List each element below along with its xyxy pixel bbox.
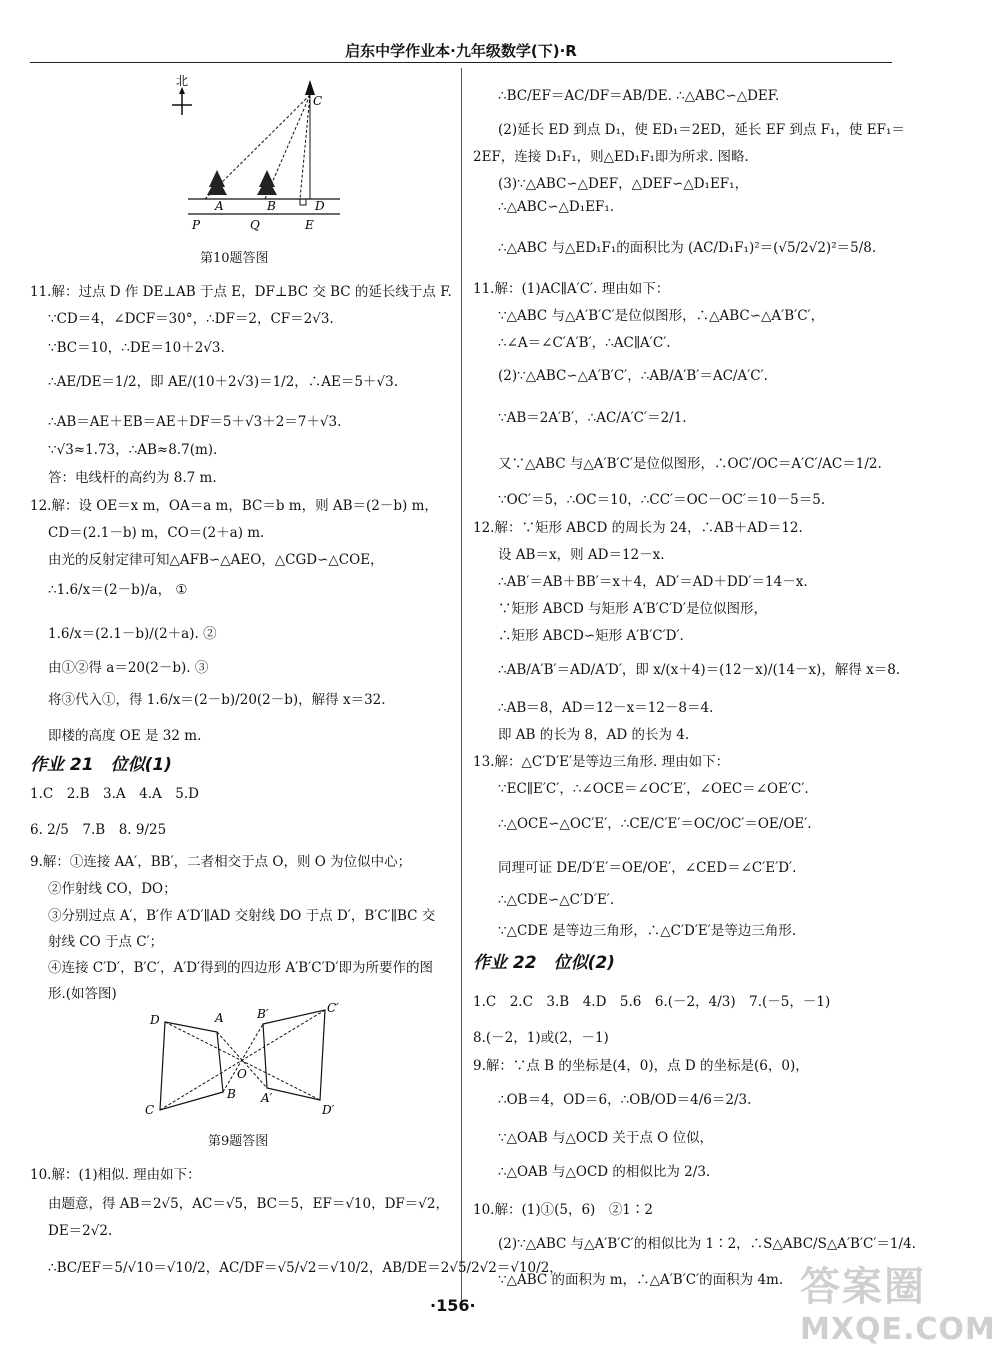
answer-line: 由题意，得 AB＝2√5，AC＝√5，BC＝5，EF＝√10，DF＝√2，	[48, 1196, 449, 1212]
left-line: 将③代入①，得 1.6/x＝(2－b)/20(2－b)，解得 x＝32.	[48, 692, 386, 708]
answer-line: ③分别过点 A′，B′作 A′D′∥AD 交射线 DO 于点 D′，B′C′∥BC 交	[48, 908, 436, 924]
left-line: 由①②得 a＝20(2－b). ③	[48, 660, 209, 676]
left-line: 12.解：设 OE＝x m，OA＝a m，BC＝b m，则 AB＝(2－b) m，	[30, 498, 438, 514]
label-c-prime: C′	[327, 1001, 339, 1015]
right-line: 同理可证 DE/D′E′＝OE/OE′，∠CED＝∠C′E′D′.	[498, 860, 797, 876]
answer-line: 1.C 2.C 3.B 4.D 5.6 6.(－2，4/3) 7.(－5，－1)	[473, 994, 831, 1010]
watermark-top: 答案圈	[800, 1264, 926, 1310]
right-line: (2)延长 ED 到点 D₁，使 ED₁＝2ED，延长 EF 到点 F₁，使 EF₁＝	[498, 122, 905, 138]
figure-10	[170, 75, 360, 235]
answer-line: ∵△ABC 的面积为 m，∴△A′B′C′的面积为 4m.	[498, 1272, 784, 1288]
left-line: ∵BC＝10，∴DE＝10＋2√3.	[48, 340, 225, 356]
right-line: 设 AB＝x，则 AD＝12－x.	[498, 547, 665, 563]
label-q: Q	[250, 218, 260, 232]
right-line: 又∵△ABC 与△A′B′C′是位似图形，∴OC′/OC＝A′C′/AC＝1/2.	[498, 456, 882, 472]
header-rule	[30, 62, 892, 63]
figure-9-caption: 第9题答图	[208, 1134, 269, 1149]
section-heading-22: 作业 22 位似(2)	[473, 953, 615, 973]
answer-line: 10.解：(1)①(5，6) ②1∶2	[473, 1202, 653, 1218]
left-line: CD＝(2.1－b) m，CO＝(2＋a) m.	[48, 525, 265, 541]
answer-line: ②作射线 CO，DO；	[48, 881, 177, 897]
answer-line: ∴BC/EF＝5/√10＝√10/2，AC/DF＝√5/√2＝√10/2，AB/DE＝2√5/2√2＝√10/2，	[48, 1260, 563, 1276]
page-number: ·156·	[430, 1296, 476, 1315]
page-header: 启东中学作业本·九年级数学(下)·R	[345, 42, 577, 60]
answer-line: 9.解：∵点 B 的坐标是(4，0)，点 D 的坐标是(6，0)，	[473, 1058, 809, 1074]
right-line: 11.解：(1)AC∥A′C′. 理由如下：	[473, 281, 670, 297]
right-line: ∴△CDE∽△C′D′E′.	[498, 892, 615, 908]
label-b: B	[227, 1087, 236, 1101]
figure-10-caption: 第10题答图	[200, 251, 269, 266]
left-line: 答：电线杆的高约为 8.7 m.	[48, 470, 217, 486]
right-angle-mark	[300, 199, 306, 205]
answer-line: 6. 2/5 7.B 8. 9/25	[30, 822, 167, 838]
quad-a1b1c1d1	[263, 1010, 325, 1100]
left-line: ∴1.6/x＝(2－b)/a， ①	[48, 582, 188, 598]
label-e: E	[305, 218, 314, 232]
label-c: C	[313, 94, 323, 108]
watermark-bottom: MXQE.COM	[800, 1312, 996, 1347]
answer-line: ∵△OAB 与△OCD 关于点 O 位似，	[498, 1130, 714, 1146]
right-line: 13.解：△C′D′E′是等边三角形. 理由如下：	[473, 754, 730, 770]
answer-line: DE＝2√2.	[48, 1223, 113, 1239]
answer-line: 10.解：(1)相似. 理由如下：	[30, 1167, 201, 1183]
answer-line: (2)∵△ABC 与△A′B′C′的相似比为 1∶2，∴S△ABC/S△A′B′C′＝1/4.	[498, 1236, 916, 1252]
right-line: (2)∵△ABC∽△A′B′C′，∴AB/A′B′＝AC/A′C′.	[498, 368, 768, 384]
right-line: 即 AB 的长为 8，AD 的长为 4.	[498, 727, 690, 743]
label-p: P	[192, 218, 201, 232]
label-b-prime: B′	[257, 1007, 269, 1021]
column-divider	[461, 68, 462, 1308]
section-heading-21: 作业 21 位似(1)	[30, 755, 172, 775]
label-d-prime: D′	[322, 1103, 335, 1117]
ray-3	[300, 95, 310, 199]
right-line: ∴△ABC 与△ED₁F₁的面积比为 (AC/D₁F₁)²＝(√5/2√2)²＝5/8.	[498, 240, 877, 256]
left-line: 即楼的高度 OE 是 32 m.	[48, 728, 202, 744]
right-line: ∵OC′＝5，∴OC＝10，∴CC′＝OC－OC′＝10－5＝5.	[498, 492, 826, 508]
pole-top	[305, 80, 315, 95]
answer-line: 8.(－2，1)或(2，－1)	[473, 1030, 609, 1046]
right-line: ∵矩形 ABCD 与矩形 A′B′C′D′是位似图形，	[498, 601, 768, 617]
left-line: ∴AB＝AE＋EB＝AE＋DF＝5＋√3＋2＝7＋√3.	[48, 414, 342, 430]
label-a-prime: A′	[261, 1091, 273, 1105]
quad-abcd	[160, 1022, 223, 1110]
right-line: ∴△OCE∽△OC′E′，∴CE/C′E′＝OC/OC′＝OE/OE′.	[498, 816, 812, 832]
answer-line: 1.C 2.B 3.A 4.A 5.D	[30, 786, 199, 802]
left-line: 11.解：过点 D 作 DE⊥AB 于点 E，DF⊥BC 交 BC 的延长线于点 F.	[30, 284, 452, 300]
left-line: ∵CD＝4，∠DCF＝30°，∴DF＝2，CF＝2√3.	[48, 311, 334, 327]
label-d: D	[150, 1013, 160, 1027]
right-line: ∴矩形 ABCD∽矩形 A′B′C′D′.	[498, 628, 684, 644]
left-line: 1.6/x＝(2.1－b)/(2＋a). ②	[48, 626, 217, 642]
label-o: O	[237, 1067, 247, 1081]
answer-line: ∴OB＝4，OD＝6，∴OB/OD＝4/6＝2/3.	[498, 1092, 752, 1108]
right-line: ∴AB＝8，AD＝12－x＝12－8＝4.	[498, 700, 714, 716]
right-line: ∴△ABC∽△D₁EF₁.	[498, 199, 615, 215]
watermark	[800, 1255, 996, 1350]
left-line: ∴AE/DE＝1/2，即 AE/(10＋2√3)＝1/2，∴AE＝5＋√3.	[48, 374, 398, 390]
right-line: ∴AB′＝AB＋BB′＝x＋4，AD′＝AD＋DD′＝14－x.	[498, 574, 808, 590]
left-line: ∵√3≈1.73，∴AB≈8.7(m).	[48, 442, 218, 458]
right-line: ∵△CDE 是等边三角形，∴△C′D′E′是等边三角形.	[498, 923, 797, 939]
right-line: ∴AB/A′B′＝AD/A′D′，即 x/(x＋4)＝(12－x)/(14－x)，解得 x＝8.	[498, 662, 901, 678]
label-a: A	[215, 1011, 224, 1025]
right-line: 2EF，连接 D₁F₁，则△ED₁F₁即为所求. 图略.	[473, 149, 749, 165]
label-d: D	[315, 199, 325, 213]
answer-line: 9.解：①连接 AA′，BB′，二者相交于点 O，则 O 为位似中心；	[30, 854, 412, 870]
answer-line: ∴△OAB 与△OCD 的相似比为 2/3.	[498, 1164, 711, 1180]
answer-line: 形.(如答图)	[48, 986, 117, 1002]
right-line: ∴BC/EF＝AC/DF＝AB/DE. ∴△ABC∽△DEF.	[498, 88, 780, 104]
right-line: ∵△ABC 与△A′B′C′是位似图形，∴△ABC∽△A′B′C′，	[498, 308, 825, 324]
dash-dd1	[165, 1022, 320, 1100]
right-line: 12.解：∵矩形 ABCD 的周长为 24，∴AB＋AD＝12.	[473, 520, 803, 536]
label-c: C	[145, 1103, 155, 1117]
left-line: 由光的反射定律可知△AFB∽△AEO，△CGD∽△COE，	[48, 552, 384, 568]
figure-9	[145, 1002, 345, 1117]
answer-line: 射线 CO 于点 C′；	[48, 934, 164, 950]
north-label: 北	[176, 74, 189, 88]
north-arrowhead	[179, 87, 185, 94]
answer-line: ④连接 C′D′，B′C′，A′D′得到的四边形 A′B′C′D′即为所要作的图	[48, 960, 434, 976]
right-line: ∵EC∥E′C′，∴∠OCE＝∠OC′E′，∠OEC＝∠OE′C′.	[498, 781, 809, 797]
right-line: (3)∵△ABC∽△DEF，△DEF∽△D₁EF₁，	[498, 176, 749, 192]
right-line: ∴∠A＝∠C′A′B′，∴AC∥A′C′.	[498, 335, 671, 351]
label-b: B	[267, 199, 276, 213]
label-a: A	[215, 199, 224, 213]
right-line: ∵AB＝2A′B′，∴AC/A′C′＝2/1.	[498, 410, 687, 426]
dash-bb1	[223, 1024, 263, 1092]
